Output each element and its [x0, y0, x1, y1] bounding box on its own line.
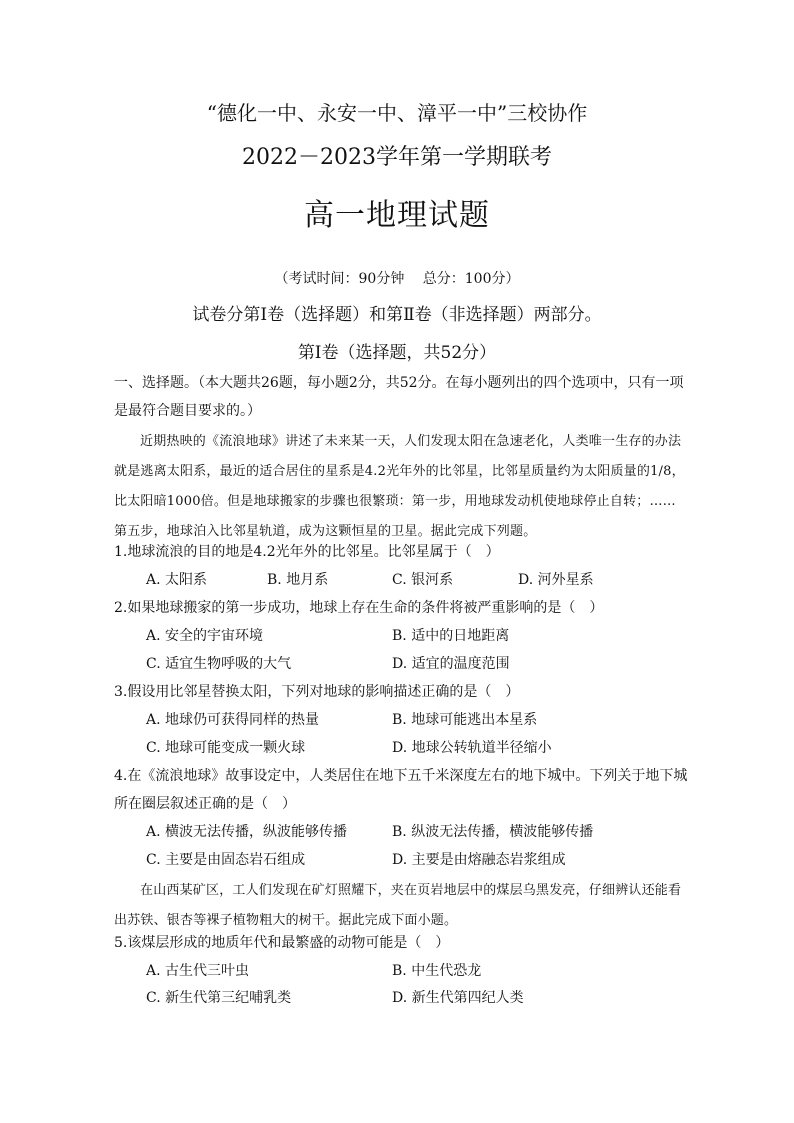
- question-2-option-b[interactable]: B. 适中的日地距离: [392, 628, 510, 644]
- school-names: “德化一中、永安一中、漳平一中”三校协作: [206, 101, 588, 125]
- question-3-option-c[interactable]: C. 地球可能变成一颗火球: [146, 740, 306, 756]
- question-5-option-b[interactable]: B. 中生代恐龙: [392, 963, 482, 979]
- reading-passage-2: 在山西某矿区，工人们发现在矿灯照耀下，夹在页岩地层中的煤层乌黑发亮，仔细辨认还能看出苏铁、银杏等裸子植物粗大的树干。据此完成下面小题。: [114, 883, 682, 928]
- question-2-option-c[interactable]: C. 适宜生物呼吸的大气: [146, 656, 292, 672]
- question-5-option-a[interactable]: A. 古生代三叶虫: [146, 963, 250, 979]
- question-5-options-row-1: [146, 957, 686, 985]
- question-3-options-row-2: [146, 734, 686, 762]
- question-1-option-d[interactable]: D. 河外星系: [518, 572, 594, 588]
- question-2-option-a[interactable]: A. 安全的宇宙环境: [146, 628, 264, 644]
- section-instructions: 一、选择题。（本大题共26题，每小题2分，共52分。在每小题列出的四个选项中，只有一项是最符合题目要求的。）: [114, 375, 684, 419]
- question-3-stem: 3.假设用比邻星替换太阳，下列对地球的影响描述正确的是（ ）: [114, 684, 520, 700]
- question-4-option-d[interactable]: D. 主要是由熔融态岩浆组成: [392, 852, 566, 868]
- question-3-options-row-1: [146, 706, 686, 734]
- question-2-options-row-1: [146, 622, 686, 650]
- exam-info: （考试时间：90分钟 总分：100分）: [274, 271, 520, 287]
- question-3-option-a[interactable]: A. 地球仍可获得同样的热量: [146, 712, 320, 728]
- page-title: 高一地理试题: [304, 198, 490, 233]
- exam-term: 2022－2023学年第一学期联考: [242, 145, 552, 170]
- question-2-option-d[interactable]: D. 适宜的温度范围: [392, 656, 510, 672]
- question-4-stem: 4.在《流浪地球》故事设定中，人类居住在地下五千米深度左右的地下城中。下列关于地下城所在圈层叙述正确的是（ ）: [114, 768, 688, 812]
- volume-heading: 第Ⅰ卷（选择题，共52分）: [297, 343, 497, 363]
- question-4-options-row-1: [146, 818, 686, 846]
- question-5-stem: 5.该煤层形成的地质年代和最繁盛的动物可能是（ ）: [114, 935, 450, 951]
- reading-passage-1: 近期热映的《流浪地球》讲述了未来某一天，人们发现太阳在急速老化，人类唯一生存的办法就是逃离太阳系，最近的适合居住的星系是4.2光年外的比邻星，比邻星质量约为太阳质量的1/8，比太阳暗1000倍。但是地球搬家的步骤也很繁琐：第一步，用地球发动机使地球停止自转；……第五步，地球泊入比邻星轨道，成为这颗恒星的卫星。据此完成下列题。: [114, 434, 685, 539]
- question-4-options-row-2: [146, 846, 686, 874]
- question-5-options-row-2: [146, 984, 686, 1012]
- question-2-options-row-2: [146, 650, 686, 678]
- paper-parts: 试卷分第Ⅰ卷（选择题）和第Ⅱ卷（非选择题）两部分。: [192, 305, 602, 325]
- question-5-option-d[interactable]: D. 新生代第四纪人类: [392, 990, 524, 1006]
- question-1-option-b[interactable]: B. 地月系: [267, 572, 329, 588]
- question-2-stem: 2.如果地球搬家的第一步成功，地球上存在生命的条件将被严重影响的是（ ）: [114, 600, 604, 616]
- question-5-option-c[interactable]: C. 新生代第三纪哺乳类: [146, 990, 292, 1006]
- question-3-option-d[interactable]: D. 地球公转轨道半径缩小: [392, 740, 552, 756]
- question-1-stem: 1.地球流浪的目的地是4.2光年外的比邻星。比邻星属于（ ）: [114, 544, 500, 560]
- question-1-options: [146, 566, 686, 594]
- question-4-option-b[interactable]: B. 纵波无法传播，横波能够传播: [392, 824, 594, 840]
- question-4-option-a[interactable]: A. 横波无法传播，纵波能够传播: [146, 824, 348, 840]
- question-1-option-c[interactable]: C. 银河系: [392, 572, 454, 588]
- question-1-option-a[interactable]: A. 太阳系: [146, 572, 208, 588]
- question-4-option-c[interactable]: C. 主要是由固态岩石组成: [146, 852, 306, 868]
- question-3-option-b[interactable]: B. 地球可能逃出本星系: [392, 712, 538, 728]
